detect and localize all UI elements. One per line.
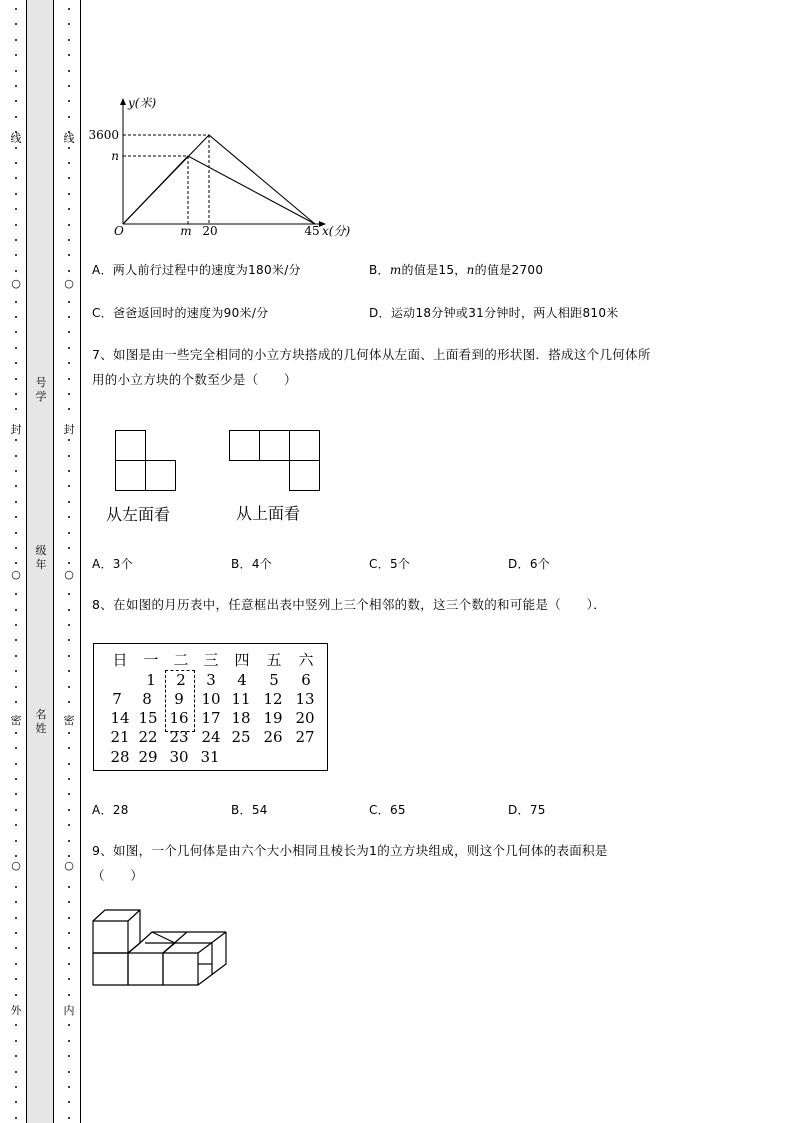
gutter-dot <box>68 147 70 149</box>
gutter-dot <box>15 54 17 56</box>
gutter-outer-circle: ○ <box>9 278 23 290</box>
gutter-dot <box>68 501 70 503</box>
gutter-dot <box>15 886 17 888</box>
gutter-dot <box>68 547 70 549</box>
gutter-dot <box>68 177 70 179</box>
q7-option-d[interactable]: D．6个 <box>508 557 551 571</box>
gutter-dot <box>15 516 17 518</box>
gutter-dot <box>68 824 70 826</box>
gutter-dot <box>68 609 70 611</box>
calendar-cell: 6 <box>301 671 311 689</box>
gutter-dot <box>68 793 70 795</box>
gutter-outer-circle: ○ <box>9 569 23 581</box>
gutter-outer-label: 密 <box>10 714 22 727</box>
gutter-dot <box>68 254 70 256</box>
distance-time-graph <box>88 92 370 242</box>
gutter-dot <box>68 393 70 395</box>
gutter-dot <box>68 439 70 441</box>
cube-front-face <box>93 921 128 953</box>
gutter-dot <box>68 1101 70 1103</box>
calendar-cell: 4 <box>237 671 247 689</box>
gutter-dot <box>68 100 70 102</box>
gutter-dot <box>15 316 17 318</box>
gutter-dot <box>15 393 17 395</box>
weekday-header: 六 <box>298 651 314 669</box>
gutter-dot <box>15 85 17 87</box>
q8-option-d[interactable]: D．75 <box>508 803 546 817</box>
q8-option-b[interactable]: B．54 <box>231 803 268 817</box>
calendar-table <box>93 643 328 771</box>
q7-option-c[interactable]: C．5个 <box>369 557 411 571</box>
gutter-dot <box>15 932 17 934</box>
gutter-dot <box>15 1071 17 1073</box>
weekday-header: 一 <box>143 651 159 669</box>
gutter-dot <box>15 593 17 595</box>
gutter-dot <box>68 39 70 41</box>
name-field: 名姓 <box>35 708 47 735</box>
y-axis-arrow <box>120 98 126 105</box>
gutter-inner-circle: ○ <box>62 569 76 581</box>
gutter-dot <box>15 793 17 795</box>
gutter-dot <box>15 162 17 164</box>
gutter-dots-outer <box>14 0 18 1123</box>
calendar-cell: 10 <box>201 690 221 708</box>
gutter-dot <box>15 655 17 657</box>
gutter-dot <box>68 54 70 56</box>
gutter-dot <box>68 840 70 842</box>
cube-edge <box>128 943 140 953</box>
gutter-dot <box>68 947 70 949</box>
cube-front-face <box>128 953 163 985</box>
gutter-dot <box>68 855 70 857</box>
q6-option-b[interactable] <box>369 262 543 278</box>
gutter-outer-label: 封 <box>10 423 22 436</box>
top-view-cell <box>290 431 320 461</box>
gutter-dot <box>68 670 70 672</box>
gutter-dot <box>15 23 17 25</box>
q9-text-line2: （ ） <box>92 868 144 883</box>
left-view-cell <box>116 461 146 491</box>
gutter-dot <box>15 193 17 195</box>
gutter-dot <box>15 901 17 903</box>
q6-option-a[interactable]: A．两人前行过程中的速度为180米/分 <box>92 263 301 277</box>
gutter-dot <box>15 624 17 626</box>
calendar-cell: 24 <box>201 728 221 746</box>
gutter-dot <box>15 670 17 672</box>
calendar-cell: 20 <box>295 709 315 727</box>
cube-side-face <box>128 910 140 953</box>
left-view-cell <box>146 461 176 491</box>
gutter-dot <box>68 455 70 457</box>
q9-text-line1: 9、如图，一个几何体是由六个大小相同且棱长为1的立方块组成，则这个几何体的表面积是 <box>92 843 608 858</box>
calendar-cell: 9 <box>174 690 184 708</box>
weekday-header: 二 <box>173 651 189 669</box>
origin-label: O <box>114 224 124 238</box>
gutter-dot <box>68 408 70 410</box>
gutter-dot <box>15 1086 17 1088</box>
line-slow <box>123 156 315 224</box>
gutter-dot <box>68 747 70 749</box>
gutter-dot <box>68 917 70 919</box>
calendar-cell: 28 <box>110 748 130 766</box>
gutter-dot <box>15 39 17 41</box>
gutter-dot <box>15 147 17 149</box>
gutter-dot <box>15 362 17 364</box>
x-axis-label: x(分) <box>322 224 351 238</box>
q6-option-d[interactable]: D．运动18分钟或31分钟时，两人相距810米 <box>369 306 619 320</box>
cube-edge <box>163 943 175 953</box>
gutter-dots-inner <box>67 0 71 1123</box>
gutter-dot <box>15 301 17 303</box>
gutter-dot <box>68 901 70 903</box>
x-tick-20: 20 <box>202 224 218 238</box>
gutter-dot <box>68 1055 70 1057</box>
left-view-cell <box>116 431 146 461</box>
gutter-dot <box>15 347 17 349</box>
gutter-dot <box>68 1071 70 1073</box>
binding-gutter <box>0 0 90 1123</box>
gutter-dot <box>68 763 70 765</box>
gutter-dot <box>15 1055 17 1057</box>
gutter-dot <box>15 778 17 780</box>
calendar-cell: 22 <box>138 728 158 746</box>
student-number-field: 号学 <box>35 376 47 403</box>
gutter-dot <box>15 978 17 980</box>
gutter-dot <box>15 116 17 118</box>
gutter-dot <box>68 270 70 272</box>
gutter-dot <box>15 1024 17 1026</box>
gutter-dot <box>15 455 17 457</box>
calendar-cell: 13 <box>295 690 315 708</box>
gutter-dot <box>68 1024 70 1026</box>
gutter-line-1 <box>26 0 27 1123</box>
calendar-cell: 27 <box>295 728 315 746</box>
gutter-dot <box>15 224 17 226</box>
gutter-dot <box>68 23 70 25</box>
cube-front-face <box>93 953 128 985</box>
gutter-dot <box>68 378 70 380</box>
grade-field: 级年 <box>35 544 47 571</box>
gutter-dot <box>15 70 17 72</box>
gutter-outer-circle: ○ <box>9 860 23 872</box>
gutter-dot <box>15 1117 17 1119</box>
weekday-header: 三 <box>203 651 219 669</box>
gutter-dot <box>15 963 17 965</box>
gutter-dot <box>15 254 17 256</box>
gutter-dot <box>68 963 70 965</box>
gutter-dot <box>15 100 17 102</box>
top-view-cell <box>290 461 320 491</box>
calendar-cell: 25 <box>231 728 251 746</box>
q6-option-b-mid: 的值是15， <box>401 263 467 277</box>
q8-option-c[interactable]: C．65 <box>369 803 406 817</box>
gutter-dot <box>15 177 17 179</box>
gutter-dot <box>68 701 70 703</box>
gutter-dot <box>15 439 17 441</box>
calendar-cell: 31 <box>200 748 220 766</box>
gutter-dot <box>68 886 70 888</box>
q7-text-line2: 用的小立方块的个数至少是（ ） <box>92 372 297 387</box>
gutter-dot <box>68 978 70 980</box>
gutter-dot <box>68 316 70 318</box>
calendar-cell: 16 <box>169 709 189 727</box>
calendar-cell: 17 <box>201 709 221 727</box>
gutter-dot <box>15 485 17 487</box>
calendar-cell: 1 <box>146 671 156 689</box>
cube-solid-figure <box>90 906 232 990</box>
gutter-line-3 <box>80 0 81 1123</box>
gutter-dot <box>15 331 17 333</box>
calendar-cell: 5 <box>269 671 279 689</box>
q6-option-c[interactable]: C．爸爸返回时的速度为90米/分 <box>92 306 269 320</box>
calendar-cell: 21 <box>110 728 130 746</box>
gutter-dot <box>68 347 70 349</box>
gutter-inner-label: 线 <box>63 132 75 145</box>
x-tick-45: 45 <box>304 224 320 238</box>
calendar-cell: 12 <box>263 690 283 708</box>
gutter-dot <box>15 532 17 534</box>
gutter-dot <box>68 1117 70 1119</box>
y-axis-label: y(米) <box>128 96 157 110</box>
gutter-dot <box>68 116 70 118</box>
gutter-outer-label: 线 <box>10 132 22 145</box>
calendar-cell: 8 <box>142 690 152 708</box>
gutter-dot <box>68 932 70 934</box>
gutter-dot <box>68 331 70 333</box>
gutter-dot <box>15 686 17 688</box>
q6-option-b-n: n <box>466 263 475 277</box>
gutter-dot <box>15 1101 17 1103</box>
gutter-dot <box>68 162 70 164</box>
gutter-dot <box>15 239 17 241</box>
q7-option-b[interactable]: B．4个 <box>231 557 273 571</box>
q8-text: 8、在如图的月历表中，任意框出表中竖列上三个相邻的数，这三个数的和可能是（ ）． <box>92 597 607 612</box>
calendar-cell: 23 <box>169 728 189 746</box>
gutter-dot <box>15 501 17 503</box>
calendar-cell: 15 <box>138 709 158 727</box>
gutter-inner-circle: ○ <box>62 860 76 872</box>
gutter-dot <box>68 516 70 518</box>
top-view-caption: 从上面看 <box>236 504 301 523</box>
weekday-header: 五 <box>266 651 282 669</box>
gutter-inner-label: 密 <box>63 714 75 727</box>
gutter-dot <box>68 8 70 10</box>
calendar-cell: 30 <box>169 748 189 766</box>
calendar-cell: 3 <box>206 671 216 689</box>
q8-option-a[interactable]: A．28 <box>92 803 129 817</box>
gutter-dot <box>15 408 17 410</box>
gutter-dot <box>68 639 70 641</box>
gutter-dot <box>15 701 17 703</box>
gutter-dot <box>15 208 17 210</box>
gutter-dot <box>68 301 70 303</box>
line-fast <box>123 135 315 224</box>
y-tick-3600: 3600 <box>88 128 119 142</box>
left-view-figure <box>112 428 182 494</box>
gutter-dot <box>15 609 17 611</box>
calendar-cell: 18 <box>231 709 251 727</box>
gutter-dot <box>68 85 70 87</box>
gutter-dot <box>68 1040 70 1042</box>
top-view-cell <box>230 431 260 461</box>
cube-front-face <box>163 953 198 985</box>
gutter-dot <box>15 378 17 380</box>
gutter-dot <box>68 485 70 487</box>
gutter-dot <box>15 270 17 272</box>
gutter-dot <box>68 70 70 72</box>
gutter-dot <box>15 824 17 826</box>
cube-top-face <box>93 910 140 921</box>
weekday-header: 日 <box>112 651 128 669</box>
gutter-dot <box>68 809 70 811</box>
gutter-line-2 <box>53 0 54 1123</box>
calendar-cell: 14 <box>110 709 130 727</box>
gutter-dot <box>15 840 17 842</box>
gutter-outer-label: 外 <box>10 1004 22 1017</box>
q6-option-b-suffix: 的值是2700 <box>474 263 544 277</box>
gutter-dot <box>15 809 17 811</box>
gutter-inner-label: 封 <box>63 423 75 436</box>
gutter-dot <box>15 763 17 765</box>
gutter-dot <box>15 747 17 749</box>
gutter-dot <box>15 855 17 857</box>
calendar-cell: 7 <box>112 690 122 708</box>
gutter-dot <box>68 686 70 688</box>
q7-text-line1: 7、如图是由一些完全相同的小立方块搭成的几何体从左面、上面看到的形状图．搭成这个几何体所 <box>92 347 651 362</box>
cube-edge <box>152 932 175 943</box>
gutter-dot <box>68 624 70 626</box>
y-tick-n: n <box>111 149 119 163</box>
gutter-dot <box>68 732 70 734</box>
gutter-dot <box>68 193 70 195</box>
calendar-cell: 11 <box>231 690 251 708</box>
gutter-dot <box>68 239 70 241</box>
top-view-figure <box>226 428 326 494</box>
gutter-dot <box>15 547 17 549</box>
q7-option-a[interactable]: A．3个 <box>92 557 134 571</box>
gutter-dot <box>15 639 17 641</box>
gutter-dot <box>15 1040 17 1042</box>
gutter-dot <box>68 362 70 364</box>
gutter-dot <box>68 470 70 472</box>
gutter-dot <box>68 655 70 657</box>
gutter-dot <box>68 994 70 996</box>
gutter-dot <box>68 208 70 210</box>
gutter-inner-label: 内 <box>63 1004 75 1017</box>
gutter-dot <box>68 1086 70 1088</box>
gutter-dot <box>15 947 17 949</box>
gutter-dot <box>68 532 70 534</box>
left-view-caption: 从左面看 <box>106 505 171 524</box>
gutter-dot <box>15 562 17 564</box>
calendar-cell: 2 <box>176 671 186 689</box>
gutter-dot <box>15 8 17 10</box>
q6-option-b-m: m <box>389 263 402 277</box>
gutter-dot <box>68 562 70 564</box>
gutter-dot <box>15 917 17 919</box>
gutter-dot <box>15 732 17 734</box>
gutter-dot <box>68 778 70 780</box>
gutter-dot <box>68 593 70 595</box>
weekday-header: 四 <box>234 651 250 669</box>
calendar-cell: 29 <box>138 748 158 766</box>
gutter-dot <box>68 224 70 226</box>
gutter-dot <box>15 994 17 996</box>
calendar-cell: 19 <box>263 709 283 727</box>
calendar-cell: 26 <box>263 728 283 746</box>
q6-option-b-prefix: B． <box>369 263 390 277</box>
gutter-dot <box>15 470 17 472</box>
gutter-inner-circle: ○ <box>62 278 76 290</box>
x-tick-m: m <box>180 224 192 238</box>
top-view-cell <box>260 431 290 461</box>
